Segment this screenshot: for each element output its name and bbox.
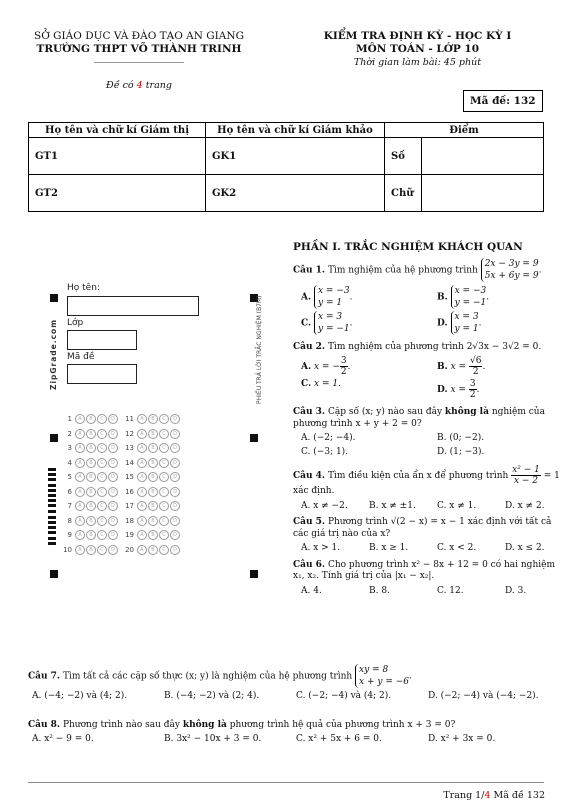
answer-bubble[interactable]: A — [137, 443, 147, 453]
answer-bubble[interactable]: C — [97, 530, 107, 540]
question-2 — [293, 342, 565, 403]
options — [293, 501, 565, 513]
answer-bubble[interactable]: D — [170, 545, 180, 555]
option-b[interactable]: B. x ≠ ±1. — [369, 500, 416, 511]
answer-bubble[interactable]: C — [159, 443, 169, 453]
table-cell: GT1 — [29, 138, 206, 175]
answer-bubble[interactable]: B — [148, 545, 158, 555]
answer-bubble[interactable]: B — [148, 472, 158, 482]
table-row — [29, 175, 544, 212]
answer-bubble[interactable]: A — [75, 472, 85, 482]
table-cell: Chữ — [385, 175, 422, 212]
option-c[interactable]: C. x < 2. — [437, 543, 477, 553]
options — [293, 285, 565, 337]
answer-bubble[interactable]: A — [137, 458, 147, 468]
question-number: 2 — [67, 429, 72, 438]
question-5: Câu 5. Phương trình √(2 − x) = x − 1 xác định với tất cả các giá trị nào của x? A. x > 1. B. x ≥ 1. C. x < 2. D. x ≤ 2. — [293, 517, 565, 555]
option-d[interactable]: D. x ≤ 2. — [505, 543, 545, 553]
option-c[interactable]: C. 12. — [437, 585, 464, 596]
barcode-bar — [48, 526, 56, 529]
sheet-vertical-note: PHIẾU TRẢ LỜI TRẮC NGHIỆM (B7M) — [256, 295, 263, 404]
question-label: Câu 3. — [293, 407, 326, 417]
bubble-row — [60, 501, 181, 511]
answer-bubble[interactable]: D — [170, 501, 180, 511]
part-title: PHẦN I. TRẮC NGHIỆM KHÁCH QUAN — [293, 241, 523, 253]
bubble-row — [60, 472, 181, 482]
options — [293, 586, 565, 598]
question-text: Tìm nghiệm của hệ phương trình — [327, 265, 478, 275]
page-count: Đề có 4 trang — [106, 80, 172, 91]
option-a[interactable]: A. x ≠ −2. — [301, 500, 348, 511]
option-d[interactable]: D. x ≠ 2. — [505, 500, 545, 511]
answer-bubble[interactable]: D — [170, 443, 180, 453]
option-d[interactable]: D. x² + 3x = 0. — [428, 733, 496, 744]
barcode-bar — [48, 531, 56, 534]
answer-bubble[interactable]: A — [75, 501, 85, 511]
question-7: Câu 7. Tìm tất cả các cặp số thực (x; y) là nghiệm của hệ phương trình xy = 8 x + y = −6. A. (−4; −2) và (4; 2). B. (−4; −2) và (2; 4). C. (−2; −4) và (4; 2). D. (−2; −4) và (−4; −2). — [28, 664, 556, 703]
answer-bubble[interactable]: C — [159, 458, 169, 468]
option-a[interactable]: A. 4. — [301, 585, 322, 596]
option-b[interactable]: B. (−4; −2) và (2; 4). — [164, 691, 260, 701]
answer-bubble[interactable]: C — [97, 516, 107, 526]
question-number: 5 — [67, 473, 72, 481]
options — [293, 356, 565, 402]
answer-bubble[interactable]: D — [108, 530, 118, 540]
bubble-row — [60, 487, 181, 497]
exam-code-box: Mã đề: 132 — [463, 90, 543, 112]
question-number: 11 — [125, 415, 134, 423]
answer-bubble[interactable]: A — [75, 545, 85, 555]
answer-bubble[interactable]: A — [137, 414, 147, 424]
answer-bubble[interactable]: B — [86, 516, 96, 526]
question-6: Câu 6. Cho phương trình x² − 8x + 12 = 0 có hai nghiệm x₁, x₂. Tính giá trị của |x₁ − x₂|. A. 4. B. 8. C. 12. D. 3. — [293, 560, 565, 598]
answer-bubble[interactable]: B — [148, 458, 158, 468]
answer-bubble[interactable]: B — [86, 545, 96, 555]
equation: xy = 8 — [359, 665, 389, 675]
option-b[interactable]: B. 3x² − 10x + 3 = 0. — [164, 733, 262, 744]
barcode-bar — [48, 521, 56, 524]
class-label: Lớp — [67, 318, 84, 328]
department-name: SỞ GIÁO DỤC VÀ ĐÀO TẠO AN GIANG — [34, 30, 244, 42]
answer-bubble[interactable]: A — [75, 429, 85, 439]
question-number: 8 — [67, 516, 72, 525]
header-left — [8, 30, 270, 92]
option-d[interactable]: D. 3. — [505, 585, 527, 596]
question-label: Câu 1. — [293, 265, 326, 275]
answer-bubble[interactable]: C — [97, 443, 107, 453]
header-divider — [94, 62, 184, 63]
bubble-row — [60, 414, 181, 424]
answer-bubble[interactable]: B — [86, 501, 96, 511]
subject: MÔN TOÁN - LỚP 10 — [355, 43, 480, 55]
barcode-bar — [48, 537, 56, 540]
answer-bubble[interactable]: C — [97, 429, 107, 439]
answer-bubble[interactable]: C — [97, 501, 107, 511]
table-cell: GT2 — [29, 175, 206, 212]
question-number: 3 — [67, 444, 72, 452]
answer-bubble[interactable]: A — [75, 487, 85, 497]
answer-bubble[interactable]: D — [170, 414, 180, 424]
option-d[interactable]: D. (1; −3). — [437, 446, 485, 457]
table-header: Họ tên và chữ kí Giám khảo — [206, 123, 385, 138]
question-number: 1 — [67, 415, 72, 423]
answer-bubble[interactable]: D — [170, 487, 180, 497]
question-number: 14 — [125, 458, 134, 467]
table-cell: Số — [385, 138, 422, 175]
bubble-row — [60, 516, 181, 526]
option-c[interactable]: C. x ≠ 1. — [437, 500, 477, 511]
footer-divider — [28, 782, 544, 783]
barcode-bar — [48, 499, 56, 502]
question-number: 16 — [125, 487, 134, 496]
answer-bubble[interactable]: D — [108, 516, 118, 526]
question-number: 17 — [125, 502, 134, 510]
question-label: Câu 2. — [293, 341, 326, 352]
barcode-bar — [48, 489, 56, 492]
options — [293, 433, 565, 460]
question-label: Câu 4. — [293, 471, 326, 481]
table-cell: GK1 — [206, 138, 385, 175]
answer-bubble[interactable]: B — [148, 487, 158, 497]
fraction: $\frac{\text{x² − 1}}{x - 2}$ — [512, 465, 540, 486]
answer-bubble[interactable]: C — [159, 501, 169, 511]
question-text: Tìm nghiệm của phương trình 2√3x − 3√2 = 0. — [327, 341, 542, 352]
option-c[interactable]: C. x² + 5x + 6 = 0. — [296, 733, 382, 744]
bubble-row — [60, 429, 181, 439]
option-b[interactable]: B. 8. — [369, 585, 390, 596]
option-c[interactable]: C. (−2; −4) và (4; 2). — [296, 691, 392, 701]
barcode-bar — [48, 494, 56, 497]
answer-bubble[interactable]: C — [97, 545, 107, 555]
answer-bubble[interactable]: D — [108, 443, 118, 453]
name-label: Họ tên: — [67, 283, 100, 293]
question-number: 19 — [125, 531, 134, 539]
answer-bubble[interactable]: A — [137, 487, 147, 497]
barcode-bar — [48, 510, 56, 513]
option-d[interactable]: D. x = $\frac{3}{2}$ . — [437, 379, 480, 400]
option-c[interactable]: C. (−3; 1). — [301, 446, 349, 457]
barcode-bar — [48, 516, 56, 519]
answer-bubble[interactable]: B — [86, 429, 96, 439]
answer-bubble[interactable]: A — [75, 516, 85, 526]
answer-bubble[interactable]: B — [86, 458, 96, 468]
answer-bubble[interactable]: D — [170, 530, 180, 540]
table-header: Họ tên và chữ kí Giám thị — [29, 123, 206, 138]
bubble-row — [60, 458, 181, 468]
answer-bubble[interactable]: C — [159, 516, 169, 526]
option-a[interactable]: A. (−4; −2) và (4; 2). — [32, 691, 128, 701]
option-a[interactable]: A. x > 1. — [301, 543, 341, 553]
table-row — [29, 138, 544, 175]
answer-bubble[interactable]: D — [108, 472, 118, 482]
answer-bubble[interactable]: A — [137, 530, 147, 540]
code-field[interactable] — [67, 364, 137, 384]
answer-bubble[interactable]: B — [148, 530, 158, 540]
answer-bubble[interactable]: B — [86, 414, 96, 424]
option-a[interactable]: A. (−2; −4). — [301, 433, 356, 443]
option-a[interactable]: A. x = − $\frac{3}{2}$ . — [301, 356, 351, 377]
answer-bubble[interactable]: C — [159, 414, 169, 424]
answer-bubble[interactable]: B — [148, 501, 158, 511]
answer-bubble[interactable]: B — [148, 414, 158, 424]
table-header: Điểm — [385, 123, 544, 138]
barcode-bar — [48, 542, 56, 545]
answer-bubble[interactable]: D — [108, 501, 118, 511]
answer-bubble[interactable]: D — [108, 458, 118, 468]
barcode-bar — [48, 484, 56, 487]
bubble-row — [60, 443, 181, 453]
question-8: Câu 8. Phương trình nào sau đây không là phương trình hệ quả của phương trình x + 3 = 0? A. x² − 9 = 0. B. 3x² − 10x + 3 = 0. C. x² + 5x + 6 = 0. D. x² + 3x = 0. — [28, 720, 556, 745]
answer-bubble[interactable]: B — [86, 487, 96, 497]
school-name: TRƯỜNG THPT VÕ THÀNH TRINH — [36, 43, 242, 55]
answer-bubble[interactable]: C — [97, 414, 107, 424]
equation-system — [481, 258, 539, 282]
answer-bubble[interactable]: C — [97, 458, 107, 468]
equation: 5x + 6y = 9 — [484, 270, 539, 281]
option-b[interactable]: B. x ≥ 1. — [369, 543, 409, 553]
question-number: 10 — [63, 545, 72, 554]
question-number: 13 — [125, 444, 134, 452]
option-d[interactable]: D. (−2; −4) và (−4; −2). — [428, 691, 539, 701]
answer-bubble[interactable]: B — [86, 443, 96, 453]
answer-bubble[interactable]: D — [170, 516, 180, 526]
page-footer: Trang 1/4 Mã đề 132 — [443, 790, 545, 801]
question-number: 18 — [125, 516, 134, 525]
question-number: 15 — [125, 473, 134, 481]
answer-bubble[interactable]: A — [75, 530, 85, 540]
grade-table — [28, 122, 544, 212]
question-label: Câu 7. — [28, 671, 61, 682]
barcode-bar — [48, 478, 56, 481]
header-right — [270, 30, 565, 69]
registration-mark — [50, 434, 58, 442]
barcode-bar — [48, 504, 56, 507]
registration-mark — [250, 434, 258, 442]
answer-bubble[interactable]: C — [159, 545, 169, 555]
answer-bubble[interactable]: D — [108, 487, 118, 497]
registration-mark — [50, 570, 58, 578]
question-number: 12 — [125, 429, 134, 438]
question-3: Câu 3. Cặp số (x; y) nào sau đây không là nghiệm của phương trình x + y + 2 = 0? A. (−2; −4). B. (0; −2). C. (−3; 1). D. (1; −3). — [293, 407, 565, 460]
code-label: Mã đề — [67, 352, 95, 362]
question-4: Câu 4. Tìm điều kiện của ẩn x để phương trình $\frac{\text{x² − 1}}{x - 2}$ = 1 xác định. A. x ≠ −2. B. x ≠ ±1. C. x ≠ 1. D. x ≠ 2. — [293, 465, 565, 512]
table-cell[interactable] — [422, 175, 544, 212]
answer-bubble[interactable]: D — [108, 545, 118, 555]
option-a[interactable]: A. x² − 9 = 0. — [32, 733, 94, 744]
answer-bubble[interactable]: D — [108, 414, 118, 424]
answer-bubble[interactable]: A — [75, 414, 85, 424]
answer-bubble[interactable]: B — [86, 472, 96, 482]
answer-bubble[interactable]: B — [148, 443, 158, 453]
question-label: Câu 5. — [293, 517, 326, 527]
answer-bubble[interactable]: A — [137, 429, 147, 439]
answer-bubble[interactable]: B — [148, 429, 158, 439]
answer-bubble[interactable]: A — [137, 472, 147, 482]
registration-mark — [250, 570, 258, 578]
barcode-bar — [48, 473, 56, 476]
answer-bubble[interactable]: D — [170, 429, 180, 439]
options — [293, 543, 565, 555]
answer-bubble[interactable]: C — [97, 487, 107, 497]
option-c[interactable]: C. x = 1. — [301, 379, 341, 389]
option-b[interactable]: B. x = $\frac{√6}{2}$ . — [437, 356, 486, 377]
options — [28, 691, 556, 703]
option-b[interactable]: B. (0; −2). — [437, 433, 485, 443]
time-limit: Thời gian làm bài: 45 phút — [353, 57, 482, 68]
bubble-row — [60, 545, 181, 555]
question-number: 9 — [67, 531, 72, 539]
option-b[interactable]: B. x = −3 y = −1. — [437, 285, 490, 308]
barcode-bar — [48, 468, 56, 471]
options — [28, 734, 556, 746]
zipgrade-brand: ZipGrade.com — [49, 318, 58, 390]
exam-title: KIỂM TRA ĐỊNH KỲ - HỌC KỲ I — [323, 30, 512, 42]
equation: x + y = −6 — [359, 677, 409, 687]
answer-bubble[interactable]: A — [137, 516, 147, 526]
answer-sheet — [30, 280, 278, 580]
question-1: Câu 1. Tìm nghiệm của hệ phương trình 2x − 3y = 9 5x + 6y = 9. A. x = −3 y = 1. B. x = −3 y = −1. C. x = 3 y = −1. D. x = 3 y = 1. — [293, 258, 565, 337]
answer-bubble[interactable]: C — [159, 429, 169, 439]
answer-bubble[interactable]: D — [170, 458, 180, 468]
answer-bubble[interactable]: D — [170, 472, 180, 482]
answer-bubble[interactable]: B — [86, 530, 96, 540]
answer-bubble[interactable]: C — [159, 472, 169, 482]
answer-bubble[interactable]: A — [75, 458, 85, 468]
option-d[interactable]: D. x = 3 y = 1. — [437, 311, 482, 334]
answer-bubble[interactable]: A — [75, 443, 85, 453]
answer-bubble[interactable]: C — [159, 487, 169, 497]
answer-bubble[interactable]: C — [159, 530, 169, 540]
answer-bubble[interactable]: C — [97, 472, 107, 482]
question-number: 6 — [67, 487, 72, 496]
answer-bubble[interactable]: A — [137, 501, 147, 511]
answer-bubble[interactable]: A — [137, 545, 147, 555]
option-a[interactable]: A. x = −3 y = 1. — [301, 285, 353, 308]
table-cell[interactable] — [422, 138, 544, 175]
equation-system — [355, 664, 409, 688]
bubble-row — [60, 530, 181, 540]
class-field[interactable] — [67, 330, 137, 350]
answer-bubble[interactable]: B — [148, 516, 158, 526]
table-cell: GK2 — [206, 175, 385, 212]
answer-bubble[interactable]: D — [108, 429, 118, 439]
question-column — [293, 242, 565, 602]
registration-mark — [50, 294, 58, 302]
question-label: Câu 8. — [28, 720, 61, 730]
question-number: 4 — [67, 458, 72, 467]
question-number: 20 — [125, 545, 134, 554]
question-label: Câu 6. — [293, 559, 326, 570]
equation: 2x − 3y = 9 — [484, 258, 539, 269]
option-c[interactable]: C. x = 3 y = −1. — [301, 311, 353, 334]
question-number: 7 — [67, 502, 72, 510]
name-field[interactable] — [67, 296, 199, 316]
